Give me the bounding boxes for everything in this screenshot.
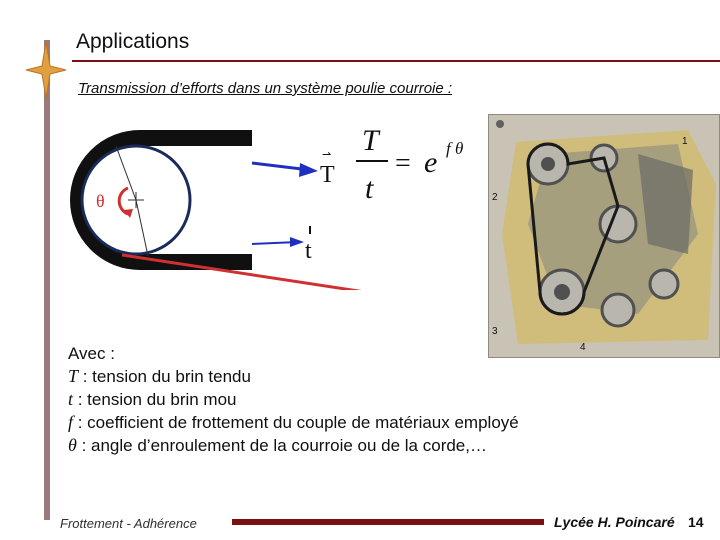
photo-corner-dot: [496, 120, 504, 128]
photo-marker-1: 1: [682, 136, 688, 147]
slack-arrowhead: [290, 237, 304, 247]
tight-vector-mark: ⇀: [322, 149, 332, 161]
legend-item-tight: [68, 365, 519, 388]
legend-symbol: T: [68, 366, 79, 386]
footer-course-title: Frottement - Adhérence: [60, 516, 197, 531]
formula-numerator: T: [362, 124, 379, 157]
slack-label: t: [305, 238, 312, 264]
formula-denominator: t: [365, 172, 374, 205]
photo-marker-4: 4: [580, 342, 586, 353]
engine-belt-photo: [488, 114, 720, 358]
formula-base: e: [424, 146, 438, 179]
footer-school: Lycée H. Poincaré: [554, 514, 675, 530]
photo-marker-3: 3: [492, 326, 498, 337]
title-divider: [72, 60, 720, 62]
tight-label: T: [320, 162, 335, 188]
legend-item-friction: [68, 411, 519, 434]
pulley-belt-diagram: [0, 110, 490, 290]
formula-equals: =: [395, 148, 411, 179]
belt-upper-strand: [140, 130, 252, 146]
legend-text: : coefficient de frottement du couple de matériaux employé: [73, 413, 519, 432]
page-number: 14: [688, 514, 704, 530]
legend-intro: Avec :: [68, 344, 115, 363]
legend-item-angle: [68, 434, 519, 457]
legend-text: : tension du brin mou: [73, 390, 237, 409]
legend-symbol: θ: [68, 435, 77, 455]
legend-symbol: f: [68, 412, 74, 432]
footer-divider: [232, 519, 544, 525]
legend-item-slack: [68, 388, 519, 411]
legend-symbol: t: [68, 389, 74, 409]
slide-title: Applications: [76, 30, 190, 53]
tight-arrowhead: [299, 163, 318, 177]
slide-subtitle: Transmission d’efforts dans un système poulie courroie :: [78, 80, 453, 97]
star-ornament-icon: [24, 40, 68, 100]
formula-exponent: f θ: [446, 139, 464, 158]
angle-symbol: θ: [96, 191, 105, 211]
legend-text: : angle d’enroulement de la courroie ou de la corde,…: [76, 436, 487, 455]
photo-marker-2: 2: [492, 192, 498, 203]
legend: [68, 342, 519, 457]
legend-text: : tension du brin tendu: [78, 367, 251, 386]
